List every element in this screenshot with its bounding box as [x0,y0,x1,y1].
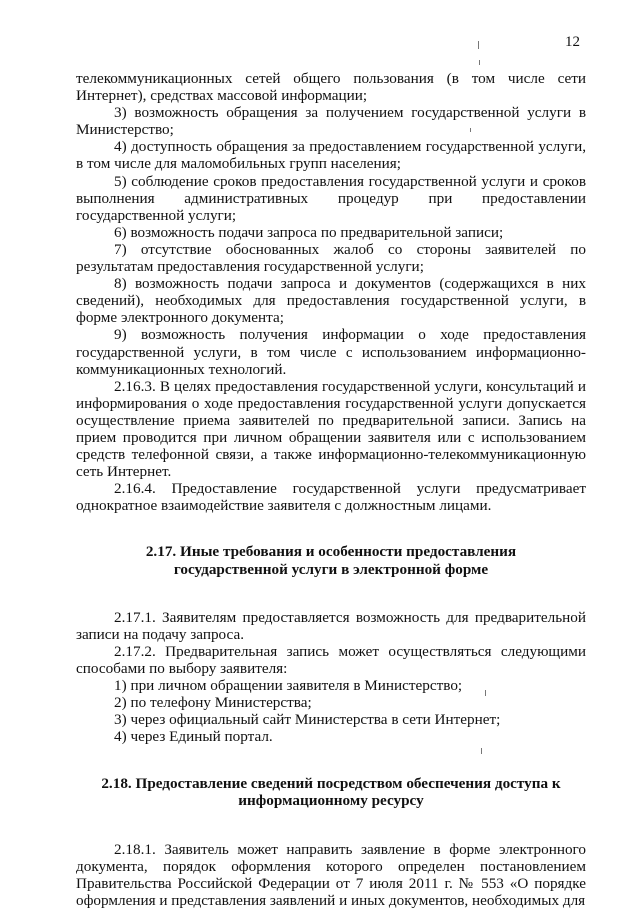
paragraph: 2.16.4. Предоставление государственной услуги предусматривает однократное взаимодействие заявителя с должностным лицами. [76,480,586,515]
paragraph: 9) возможность получения информации о ходе предоставления государственной услуги, в том числе с использованием информационно-коммуникационных технологий. [76,326,586,378]
list-item: 3) через официальный сайт Министерства в сети Интернет; [114,711,501,729]
paragraph: 2.18.1. Заявитель может направить заявление в форме электронного документа, порядок оформления которого определен постановлением Правительства Российской Федерации от 7 июля 2011 г. № 553 «О порядке оформления и представления заявлений и иных документов, необходимых для [76,840,586,909]
scan-mark [478,41,479,49]
heading-line: 2.17. Иные требования и особенности предоставления [145,543,517,561]
heading-line: государственной услуги в электронной форме [173,560,489,578]
section-heading [76,775,586,809]
paragraph: 6) возможность подачи запроса по предварительной записи; [114,223,504,241]
paragraph: 2.17.1. Заявителям предоставляется возможность для предварительной записи на подачу запроса. [76,608,586,643]
section-top [76,70,586,514]
document-body [76,70,586,909]
list-item: 2) по телефону Министерства; [114,694,312,712]
section-heading [76,543,586,577]
list-item: 1) при личном обращении заявителя в Министерство; [114,677,463,694]
paragraph: 3) возможность обращения за получением государственной услуги в Министерство; [76,104,586,139]
paragraph: 7) отсутствие обоснованных жалоб со стороны заявителей по результатам предоставления государственной услуги; [76,240,586,276]
list-item: 4) через Единый портал. [114,728,273,746]
heading-line: информационному ресурсу [238,792,424,810]
paragraph: телекоммуникационных сетей общего пользования (в том числе сети Интернет), средствах массовой информации; [76,70,586,105]
section-mid [76,609,586,746]
paragraph: 4) доступность обращения за предоставлением государственной услуги, в том числе для маломобильных групп населения; [76,138,586,173]
paragraph: 8) возможность подачи запроса и документов (содержащихся в них сведений), необходимых для предоставления государственной услуги, в форме электронного документа; [76,275,586,327]
paragraph: 2.16.3. В целях предоставления государственной услуги, консультаций и информирования о ходе предоставления государственной услуги допускается осуществление приема заявителей по предварительной записи. Запись на прием проводится при личном обращении заявителя или с использованием средств телефонной связи, а также информационно-телекоммуникационную сеть Интернет. [76,377,586,481]
page-number: 12 [565,34,580,50]
scan-mark [479,60,480,65]
paragraph: 5) соблюдение сроков предоставления государственной услуги и сроков выполнения административных процедур при предоставлении государственной услуги; [76,172,586,224]
paragraph: 2.17.2. Предварительная запись может осуществляться следующими способами по выбору заявителя: [76,642,586,677]
heading-line: 2.18. Предоставление сведений посредством обеспечения доступа к [101,775,561,793]
